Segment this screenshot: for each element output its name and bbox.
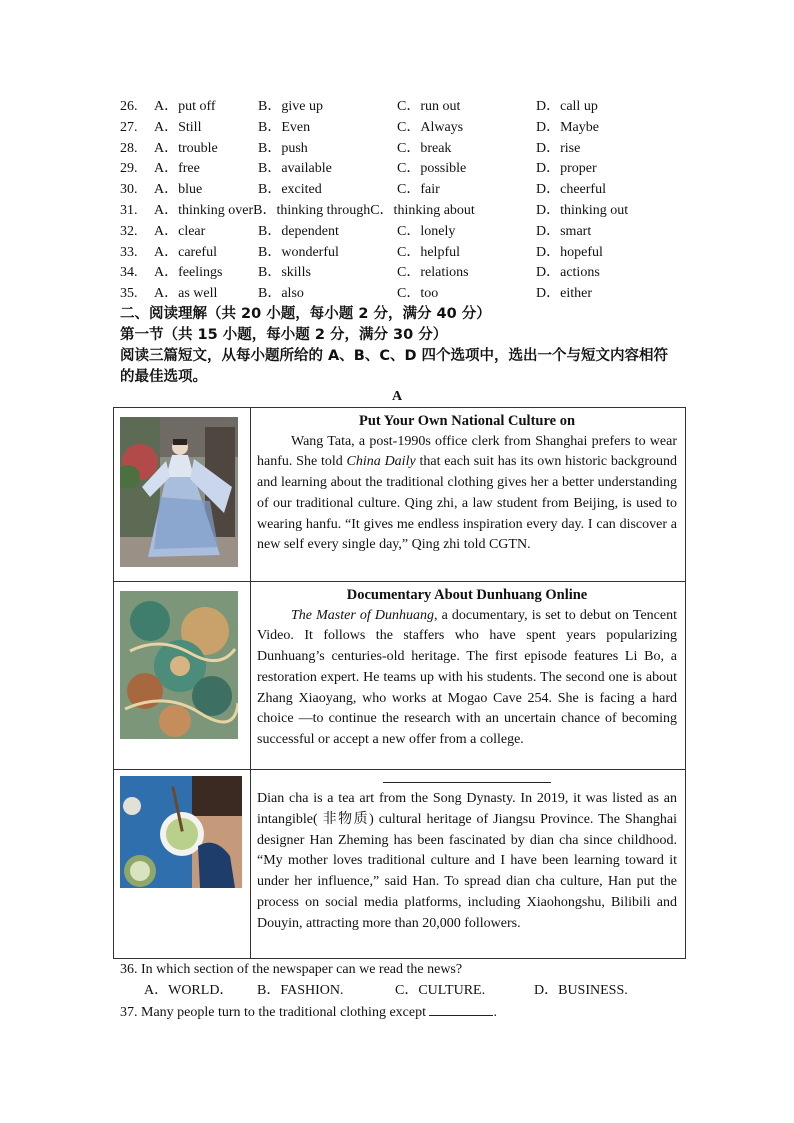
option-a[interactable]: A．feelings bbox=[154, 265, 223, 281]
option-c[interactable]: C．run out bbox=[397, 99, 461, 114]
documentary-name: The Master of Dunhuang bbox=[291, 607, 434, 623]
answer-blank[interactable] bbox=[429, 1001, 493, 1016]
article-row-dunhuang bbox=[114, 582, 686, 770]
question-number: 28. bbox=[120, 140, 138, 156]
option-d[interactable]: D．either bbox=[536, 286, 592, 302]
dunhuang-article-title: Documentary About Dunhuang Online bbox=[346, 587, 588, 603]
question-36-option-a[interactable]: A．WORLD． bbox=[144, 983, 234, 998]
option-d[interactable]: D．actions bbox=[536, 265, 600, 281]
question-number: 31. bbox=[120, 203, 138, 218]
option-d[interactable]: D．rise bbox=[536, 140, 581, 156]
option-c[interactable]: C．lonely bbox=[397, 223, 456, 239]
option-d[interactable]: D．Maybe bbox=[536, 119, 599, 135]
article-row-dian-cha bbox=[114, 770, 686, 959]
question-number: 26. bbox=[120, 99, 138, 114]
dunhuang-article-body: The Master of Dunhuang, a documentary, is set to debut on Tencent Video. It follows the staffers who have spent years popularizing Dunhuang’s centuries-old heritage. The first episode features Li Bo, a restoration expert. He teams up with his students. The second one is about Zhang Xiaoyang, who works at Mogao Cave 254. She is facing a hard choice —to continue the research with an uncertain chance of becoming successful or accept a new offer from a college. bbox=[257, 607, 677, 748]
question-36-stem: 36. In which section of the newspaper can we read the news? bbox=[120, 962, 463, 977]
option-a[interactable]: A．put off bbox=[154, 99, 216, 114]
option-b[interactable]: B．skills bbox=[258, 265, 311, 281]
option-b[interactable]: B．wonderful bbox=[258, 244, 339, 260]
option-a[interactable]: A．careful bbox=[154, 244, 217, 260]
hanfu-article bbox=[251, 408, 686, 582]
option-d[interactable]: D．proper bbox=[536, 161, 597, 177]
option-b[interactable]: B．Even bbox=[258, 119, 311, 135]
option-a[interactable]: A．thinking overB．thinking throughC．thinking about bbox=[154, 203, 475, 218]
option-d[interactable]: D．cheerful bbox=[536, 182, 606, 198]
dunhuang-image-cell bbox=[114, 582, 251, 770]
question-36-option-d[interactable]: D．BUSINESS. bbox=[534, 983, 628, 998]
question-number: 32. bbox=[120, 223, 138, 239]
section-two-title: 二、阅读理解（共 20 小题，每小题 2 分，满分 40 分） bbox=[120, 306, 491, 322]
option-d[interactable]: D．thinking out bbox=[536, 203, 629, 218]
question-36-option-b[interactable]: B．FASHION. bbox=[257, 983, 344, 998]
option-b[interactable]: B．excited bbox=[258, 182, 322, 198]
option-c[interactable]: C．fair bbox=[397, 182, 440, 198]
option-b[interactable]: B．available bbox=[258, 161, 332, 177]
hanfu-woman-photo bbox=[120, 417, 238, 567]
title-blank-line bbox=[383, 782, 551, 783]
option-b[interactable]: B．dependent bbox=[258, 223, 339, 239]
dunhuang-article bbox=[251, 582, 686, 770]
question-36-option-c[interactable]: C．CULTURE. bbox=[395, 983, 486, 998]
dian-cha-article-body: Dian cha is a tea art from the Song Dynasty. In 2019, it was listed as an intangible( 非物质) cultural heritage of Jiangsu Province. The Shanghai designer Han Zheming has been fascinated by dian cha since childhood. “My mother loves traditional culture and I have been learning toward it under her influence,” said Han. To spread dian cha culture, Han put the process on social media platforms, including Xiaohongshu, Bilibili and Douyin, attracting more than 20,000 followers. bbox=[257, 791, 677, 931]
dian-cha-tea-photo bbox=[120, 776, 242, 888]
option-c[interactable]: C．helpful bbox=[397, 244, 460, 260]
question-number: 29. bbox=[120, 161, 138, 177]
option-c[interactable]: C．break bbox=[397, 140, 452, 156]
dian-cha-article bbox=[251, 770, 686, 959]
option-c[interactable]: C．possible bbox=[397, 161, 467, 177]
question-number: 33. bbox=[120, 244, 138, 260]
dian-cha-image-cell bbox=[114, 770, 251, 959]
hanfu-article-body: Wang Tata, a post-1990s office clerk from Shanghai prefers to wear hanfu. She told China Daily that each suit has its own historic background and learning about the traditional clothing gives her a better understanding of our traditional culture. Qing zhi, a law student from Beijing, is used to wearing hanfu. “It gives me endless inspiration every day. I can discover a new self every single day,” Qing zhi told CGTN. bbox=[257, 433, 677, 553]
reading-instructions: 阅读三篇短文，从每小题所给的 A、B、C、D 四个选项中，选出一个与短文内容相符的最佳选项。 bbox=[120, 348, 669, 385]
option-a[interactable]: A．blue bbox=[154, 182, 203, 198]
question-number: 27. bbox=[120, 119, 138, 135]
hanfu-article-title: Put Your Own National Culture on bbox=[358, 413, 576, 429]
question-number: 30. bbox=[120, 182, 138, 198]
option-a[interactable]: A．trouble bbox=[154, 140, 218, 156]
dunhuang-mural-image bbox=[120, 591, 238, 739]
option-d[interactable]: D．smart bbox=[536, 223, 592, 239]
option-c[interactable]: C．Always bbox=[397, 119, 464, 135]
passage-label: A bbox=[391, 389, 403, 404]
article-row-hanfu bbox=[114, 408, 686, 582]
option-b[interactable]: B．give up bbox=[258, 99, 323, 114]
question-37-stem: 37. Many people turn to the traditional clothing except . bbox=[120, 1001, 497, 1023]
option-a[interactable]: A．as well bbox=[154, 286, 218, 302]
question-number: 35. bbox=[120, 286, 138, 302]
part-one-title: 第一节（共 15 小题，每小题 2 分，满分 30 分） bbox=[120, 327, 448, 343]
option-a[interactable]: A．Still bbox=[154, 119, 202, 135]
hanfu-image-cell bbox=[114, 408, 251, 582]
option-a[interactable]: A．free bbox=[154, 161, 200, 177]
newspaper-name: China Daily bbox=[346, 454, 416, 470]
option-a[interactable]: A．clear bbox=[154, 223, 206, 239]
option-c[interactable]: C．too bbox=[397, 286, 439, 302]
option-d[interactable]: D．call up bbox=[536, 99, 598, 114]
news-table bbox=[113, 407, 686, 959]
option-c[interactable]: C．relations bbox=[397, 265, 469, 281]
option-b[interactable]: B．also bbox=[258, 286, 304, 302]
option-d[interactable]: D．hopeful bbox=[536, 244, 603, 260]
option-b[interactable]: B．push bbox=[258, 140, 308, 156]
question-number: 34. bbox=[120, 265, 138, 281]
